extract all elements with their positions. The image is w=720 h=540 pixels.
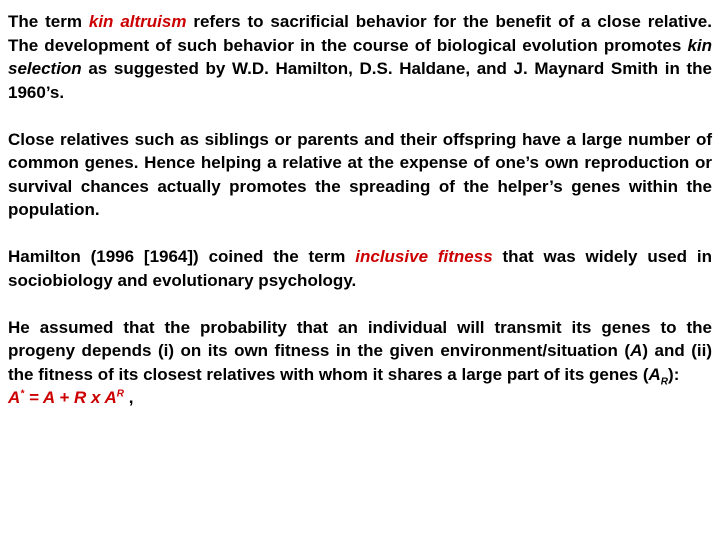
- formula-tail: ,: [124, 388, 134, 407]
- paragraph-inclusive-fitness: [8, 245, 712, 292]
- p1-text-b: refers to sacrificial behavior for the benefit of a close relative. The development of such behavior in the course of biological evolution promotes: [8, 12, 712, 55]
- var-a: A: [630, 341, 643, 360]
- p4-text-c: ):: [668, 364, 680, 384]
- p4-text-b: ) and (ii) the fitness of its closest relatives with whom it shares a large part of its genes (: [8, 341, 712, 384]
- p2-text: Close relatives such as siblings or parents and their offspring have a large number of common genes. Hence helping a relative at the expense of one’s own reproduction or survival chances actually promotes the spreading of the helper’s genes within the population.: [8, 129, 712, 219]
- var-ar: [648, 364, 669, 387]
- slide-body: [8, 10, 712, 410]
- var-ar-subscript: R: [660, 375, 669, 387]
- formula-inclusive-fitness: [8, 386, 712, 410]
- p3-text-b: that was widely used in sociobiology and evolutionary psychology.: [8, 247, 712, 290]
- term-inclusive-fitness: inclusive fitness: [355, 247, 493, 266]
- formula-rhs-sup: R: [116, 388, 125, 400]
- var-ar-base: A: [648, 364, 661, 384]
- p4-text-a: He assumed that the probability that an individual will transmit its genes to the progeny depends (i) on its own fitness in the given environment/situation (: [8, 317, 712, 360]
- formula-lhs-sup: *: [20, 388, 25, 400]
- term-kin-selection: kin selection: [8, 35, 712, 78]
- term-kin-altruism: kin altruism: [88, 12, 187, 31]
- paragraph-close-relatives: [8, 128, 712, 222]
- p1-text-a: The term: [8, 12, 89, 31]
- paragraph-probability: [8, 316, 712, 387]
- p3-text-a: Hamilton (1996 [1964]) coined the term: [8, 247, 356, 266]
- paragraph-kin-altruism: [8, 10, 712, 104]
- formula-rhs: = A + R x A: [24, 388, 117, 407]
- formula-lhs: A: [8, 388, 21, 407]
- p1-text-c: as suggested by W.D. Hamilton, D.S. Haldane, and J. Maynard Smith in the 1960’s.: [8, 59, 712, 102]
